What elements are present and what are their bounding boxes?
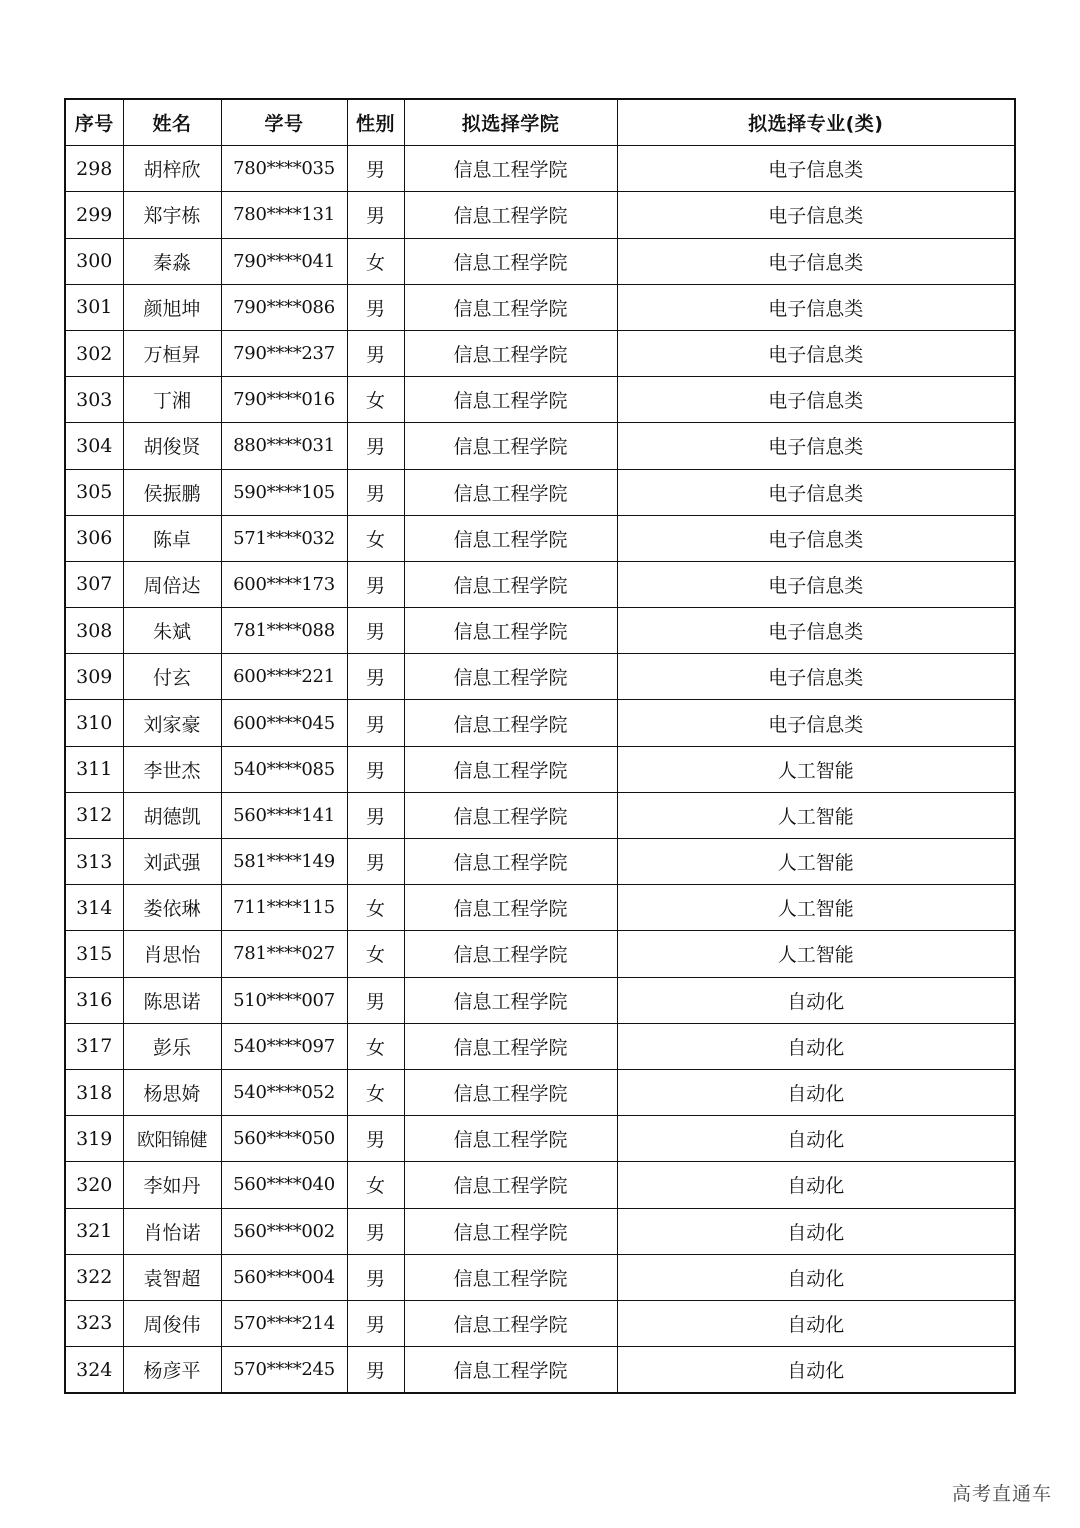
cell-seq: 318 [65,1069,123,1115]
cell-gender: 男 [347,1254,404,1300]
cell-name: 肖怡诺 [123,1208,221,1254]
cell-gender: 女 [347,377,404,423]
cell-student-id: 600****221 [221,654,347,700]
cell-major: 电子信息类 [617,377,1015,423]
cell-major: 人工智能 [617,792,1015,838]
cell-major: 自动化 [617,1208,1015,1254]
cell-seq: 319 [65,1116,123,1162]
cell-gender: 男 [347,192,404,238]
cell-major: 电子信息类 [617,423,1015,469]
cell-student-id: 590****105 [221,469,347,515]
cell-name: 朱斌 [123,608,221,654]
cell-college: 信息工程学院 [404,146,617,192]
cell-seq: 306 [65,515,123,561]
header-student-id: 学号 [221,99,347,146]
cell-major: 电子信息类 [617,192,1015,238]
cell-seq: 308 [65,608,123,654]
cell-major: 人工智能 [617,885,1015,931]
cell-major: 自动化 [617,1347,1015,1394]
cell-student-id: 571****032 [221,515,347,561]
cell-gender: 男 [347,608,404,654]
cell-major: 自动化 [617,1023,1015,1069]
cell-college: 信息工程学院 [404,192,617,238]
table-row [65,885,1015,931]
cell-gender: 女 [347,515,404,561]
cell-name: 袁智超 [123,1254,221,1300]
cell-college: 信息工程学院 [404,1347,617,1394]
cell-major: 自动化 [617,1069,1015,1115]
table-row [65,515,1015,561]
cell-major: 电子信息类 [617,330,1015,376]
cell-seq: 310 [65,700,123,746]
cell-major: 电子信息类 [617,238,1015,284]
table-row [65,146,1015,192]
cell-major: 电子信息类 [617,700,1015,746]
cell-major: 人工智能 [617,839,1015,885]
cell-name: 胡俊贤 [123,423,221,469]
cell-gender: 男 [347,1116,404,1162]
cell-college: 信息工程学院 [404,931,617,977]
table-row [65,1162,1015,1208]
cell-student-id: 560****040 [221,1162,347,1208]
table-row [65,1208,1015,1254]
cell-college: 信息工程学院 [404,1162,617,1208]
cell-college: 信息工程学院 [404,377,617,423]
cell-name: 周倍达 [123,561,221,607]
cell-college: 信息工程学院 [404,1023,617,1069]
table-row [65,192,1015,238]
table-row [65,1116,1015,1162]
cell-college: 信息工程学院 [404,792,617,838]
cell-major: 自动化 [617,1116,1015,1162]
cell-gender: 男 [347,330,404,376]
cell-gender: 男 [347,700,404,746]
cell-name: 娄依琳 [123,885,221,931]
cell-gender: 女 [347,1162,404,1208]
cell-student-id: 780****035 [221,146,347,192]
cell-student-id: 790****016 [221,377,347,423]
cell-college: 信息工程学院 [404,1116,617,1162]
cell-major: 电子信息类 [617,654,1015,700]
cell-college: 信息工程学院 [404,284,617,330]
cell-name: 李如丹 [123,1162,221,1208]
cell-seq: 299 [65,192,123,238]
table-row [65,1254,1015,1300]
cell-college: 信息工程学院 [404,515,617,561]
header-name: 姓名 [123,99,221,146]
cell-student-id: 560****141 [221,792,347,838]
table-row [65,608,1015,654]
cell-seq: 320 [65,1162,123,1208]
cell-student-id: 600****045 [221,700,347,746]
cell-student-id: 570****245 [221,1347,347,1394]
cell-name: 杨彦平 [123,1347,221,1394]
cell-student-id: 560****004 [221,1254,347,1300]
cell-major: 自动化 [617,1162,1015,1208]
cell-college: 信息工程学院 [404,561,617,607]
table-row [65,469,1015,515]
cell-student-id: 560****050 [221,1116,347,1162]
cell-gender: 男 [347,977,404,1023]
table-row [65,654,1015,700]
cell-name: 刘家豪 [123,700,221,746]
cell-seq: 312 [65,792,123,838]
cell-name: 李世杰 [123,746,221,792]
cell-student-id: 600****173 [221,561,347,607]
table-row [65,977,1015,1023]
table-row [65,1069,1015,1115]
table-row [65,746,1015,792]
cell-college: 信息工程学院 [404,746,617,792]
cell-student-id: 540****052 [221,1069,347,1115]
cell-seq: 323 [65,1300,123,1346]
cell-seq: 313 [65,839,123,885]
cell-seq: 324 [65,1347,123,1394]
cell-seq: 304 [65,423,123,469]
cell-student-id: 560****002 [221,1208,347,1254]
cell-seq: 307 [65,561,123,607]
cell-name: 侯振鹏 [123,469,221,515]
table-row [65,238,1015,284]
cell-name: 刘武强 [123,839,221,885]
cell-name: 颜旭坤 [123,284,221,330]
cell-name: 陈卓 [123,515,221,561]
cell-name: 欧阳锦健 [123,1116,221,1162]
table-row [65,284,1015,330]
cell-major: 电子信息类 [617,608,1015,654]
cell-gender: 男 [347,469,404,515]
cell-gender: 男 [347,561,404,607]
cell-gender: 男 [347,654,404,700]
cell-college: 信息工程学院 [404,1254,617,1300]
cell-college: 信息工程学院 [404,1300,617,1346]
cell-name: 付玄 [123,654,221,700]
header-gender: 性别 [347,99,404,146]
cell-major: 电子信息类 [617,284,1015,330]
cell-name: 丁湘 [123,377,221,423]
cell-name: 肖思怡 [123,931,221,977]
cell-name: 杨思婍 [123,1069,221,1115]
cell-seq: 309 [65,654,123,700]
cell-college: 信息工程学院 [404,330,617,376]
cell-gender: 男 [347,423,404,469]
cell-seq: 302 [65,330,123,376]
table-row [65,700,1015,746]
table-row [65,792,1015,838]
cell-college: 信息工程学院 [404,839,617,885]
cell-student-id: 781****027 [221,931,347,977]
table-row [65,1300,1015,1346]
cell-seq: 322 [65,1254,123,1300]
cell-college: 信息工程学院 [404,423,617,469]
cell-seq: 298 [65,146,123,192]
cell-major: 自动化 [617,977,1015,1023]
header-college: 拟选择学院 [404,99,617,146]
cell-seq: 300 [65,238,123,284]
cell-gender: 女 [347,1069,404,1115]
cell-seq: 317 [65,1023,123,1069]
cell-name: 彭乐 [123,1023,221,1069]
cell-student-id: 570****214 [221,1300,347,1346]
cell-student-id: 510****007 [221,977,347,1023]
cell-gender: 男 [347,1300,404,1346]
cell-seq: 321 [65,1208,123,1254]
cell-major: 电子信息类 [617,561,1015,607]
cell-gender: 女 [347,885,404,931]
cell-name: 万桓昇 [123,330,221,376]
table-row [65,330,1015,376]
cell-student-id: 540****085 [221,746,347,792]
cell-student-id: 780****131 [221,192,347,238]
table-row [65,1023,1015,1069]
cell-gender: 男 [347,146,404,192]
header-seq: 序号 [65,99,123,146]
table-row [65,839,1015,885]
cell-student-id: 581****149 [221,839,347,885]
cell-gender: 男 [347,792,404,838]
cell-college: 信息工程学院 [404,885,617,931]
cell-college: 信息工程学院 [404,608,617,654]
cell-seq: 305 [65,469,123,515]
cell-gender: 男 [347,284,404,330]
cell-name: 陈思诺 [123,977,221,1023]
table-row [65,423,1015,469]
cell-seq: 303 [65,377,123,423]
cell-name: 郑宇栋 [123,192,221,238]
header-row [65,99,1015,146]
cell-name: 周俊伟 [123,1300,221,1346]
cell-student-id: 540****097 [221,1023,347,1069]
cell-seq: 301 [65,284,123,330]
cell-seq: 315 [65,931,123,977]
cell-college: 信息工程学院 [404,700,617,746]
cell-student-id: 790****086 [221,284,347,330]
cell-seq: 316 [65,977,123,1023]
table-row [65,561,1015,607]
roster-table [64,98,1016,1394]
cell-gender: 男 [347,746,404,792]
cell-major: 电子信息类 [617,515,1015,561]
cell-student-id: 790****237 [221,330,347,376]
cell-gender: 女 [347,931,404,977]
table-body [65,146,1015,1394]
cell-gender: 男 [347,1208,404,1254]
table-row [65,931,1015,977]
cell-gender: 女 [347,238,404,284]
cell-college: 信息工程学院 [404,1069,617,1115]
cell-student-id: 781****088 [221,608,347,654]
cell-major: 人工智能 [617,931,1015,977]
cell-college: 信息工程学院 [404,469,617,515]
roster-table-container [64,98,1014,1394]
cell-major: 人工智能 [617,746,1015,792]
cell-name: 胡德凯 [123,792,221,838]
cell-student-id: 790****041 [221,238,347,284]
cell-college: 信息工程学院 [404,238,617,284]
cell-seq: 311 [65,746,123,792]
cell-college: 信息工程学院 [404,977,617,1023]
cell-gender: 男 [347,839,404,885]
watermark-text: 高考直通车 [951,1483,1052,1505]
cell-major: 电子信息类 [617,469,1015,515]
cell-student-id: 711****115 [221,885,347,931]
header-major: 拟选择专业(类) [617,99,1015,146]
cell-major: 自动化 [617,1254,1015,1300]
cell-gender: 女 [347,1023,404,1069]
cell-major: 自动化 [617,1300,1015,1346]
cell-student-id: 880****031 [221,423,347,469]
table-row [65,377,1015,423]
cell-college: 信息工程学院 [404,654,617,700]
cell-college: 信息工程学院 [404,1208,617,1254]
cell-name: 秦淼 [123,238,221,284]
cell-seq: 314 [65,885,123,931]
cell-gender: 男 [347,1347,404,1394]
cell-name: 胡梓欣 [123,146,221,192]
cell-major: 电子信息类 [617,146,1015,192]
table-header [65,99,1015,146]
table-row [65,1347,1015,1394]
